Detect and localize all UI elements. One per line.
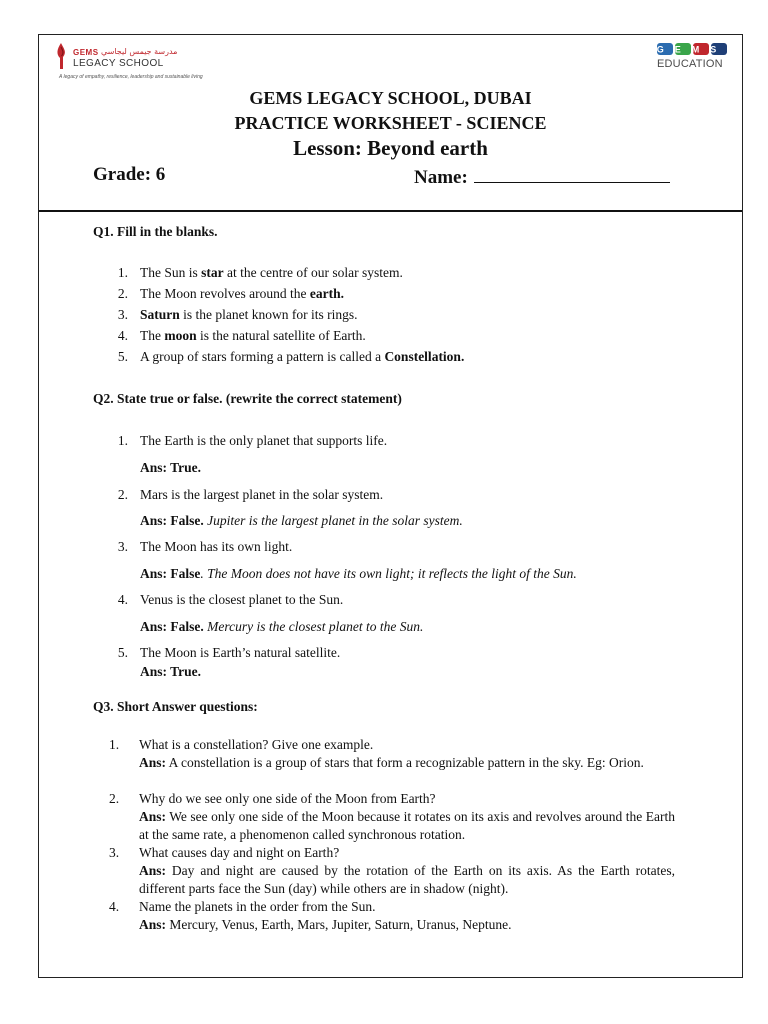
edu-logo-text: EDUCATION xyxy=(657,58,723,70)
logo-gems-text: GEMS xyxy=(73,48,99,57)
q3-item xyxy=(139,844,675,898)
gems-letters-icon xyxy=(657,43,729,55)
q2-answer-label: Ans: False. xyxy=(140,619,204,634)
q2-answer-label: Ans: False xyxy=(140,566,201,581)
q2-item-number: 2. xyxy=(117,487,128,502)
q2-correction: . The Moon does not have its own light; it reflects the light of the Sun. xyxy=(200,566,577,581)
q3-heading: Q3. Short Answer questions: xyxy=(93,699,258,714)
q1-answer: moon xyxy=(164,328,197,343)
q2-correction: Jupiter is the largest planet in the solar system. xyxy=(207,513,463,528)
q2-answer xyxy=(140,513,463,529)
q2-answer xyxy=(140,566,577,582)
q2-answer xyxy=(140,619,423,635)
q3-question: Why do we see only one side of the Moon from Earth? xyxy=(139,791,436,806)
q3-question: Name the planets in the order from the Sun. xyxy=(139,899,376,914)
q2-item-number: 4. xyxy=(117,592,128,607)
edu-logo-brand-letters: GEMS xyxy=(657,44,728,55)
name-field[interactable] xyxy=(414,164,670,189)
q2-item-number: 3. xyxy=(117,539,128,554)
gems-legacy-school-logo xyxy=(51,43,211,87)
grade-label: Grade: 6 xyxy=(93,164,166,185)
q1-item-text: The moon is the natural satellite of Earth. xyxy=(140,328,366,343)
q3-item xyxy=(139,790,675,844)
q1-item-text: A group of stars forming a pattern is called a Constellation. xyxy=(140,349,465,364)
q2-item-number: 1. xyxy=(117,433,128,448)
q1-answer: star xyxy=(201,265,224,280)
q2-statement: The Moon has its own light. xyxy=(140,539,293,554)
q1-item-text: Saturn is the planet known for its rings. xyxy=(140,307,358,322)
q1-item-number: 4. xyxy=(117,328,128,343)
q2-heading: Q2. State true or false. (rewrite the correct statement) xyxy=(93,391,402,406)
logo-tagline: A legacy of empathy, resilience, leadership and sustainable living xyxy=(59,74,203,80)
flame-icon xyxy=(55,43,67,69)
worksheet-page xyxy=(38,34,743,978)
worksheet-title: PRACTICE WORKSHEET - SCIENCE xyxy=(234,113,547,133)
q1-item-number: 5. xyxy=(117,349,128,364)
q3-answer: Ans: We see only one side of the Moon because it rotates on its axis and revolves around the Earth at the same rate, a phenomenon called synchronous rotation. xyxy=(139,809,675,842)
q2-statement: The Earth is the only planet that supports life. xyxy=(140,433,388,448)
q1-item-number: 1. xyxy=(117,265,128,280)
q3-item-number: 1. xyxy=(109,737,120,752)
q1-item-text: The Sun is star at the centre of our solar system. xyxy=(140,265,403,280)
q1-answer: Saturn xyxy=(140,307,180,322)
q3-answer: Ans: A constellation is a group of stars that form a recognizable pattern in the sky. Eg: Orion. xyxy=(139,755,644,770)
q1-item-number: 2. xyxy=(117,286,128,301)
name-label: Name: xyxy=(414,167,468,188)
q1-answer: earth. xyxy=(309,286,344,301)
q3-answer: Ans: Mercury, Venus, Earth, Mars, Jupiter, Saturn, Uranus, Neptune. xyxy=(139,917,512,932)
q1-heading: Q1. Fill in the blanks. xyxy=(93,224,218,239)
q3-item xyxy=(139,898,675,934)
q3-question: What is a constellation? Give one example. xyxy=(139,737,374,752)
q2-answer-label: Ans: True. xyxy=(140,460,202,475)
gems-education-logo xyxy=(657,41,731,73)
q1-item-number: 3. xyxy=(117,307,128,322)
q1-item-text: The Moon revolves around the earth. xyxy=(140,286,344,301)
q3-item-number: 3. xyxy=(109,845,120,860)
q2-answer xyxy=(140,664,201,680)
q2-correction: Mercury is the closest planet to the Sun. xyxy=(207,619,424,634)
q2-statement: Venus is the closest planet to the Sun. xyxy=(140,592,344,607)
q3-item-number: 2. xyxy=(109,791,120,806)
q3-answer: Ans: Day and night are caused by the rotation of the Earth on its axis. As the Earth rotates, different parts face the Sun (day) while others are in shadow (night). xyxy=(139,863,675,896)
logo-school-name: LEGACY SCHOOL xyxy=(73,58,164,69)
q2-item-number: 5. xyxy=(117,645,128,660)
school-title: GEMS LEGACY SCHOOL, DUBAI xyxy=(249,88,532,108)
q3-question: What causes day and night on Earth? xyxy=(139,845,340,860)
q2-statement: The Moon is Earth’s natural satellite. xyxy=(140,645,341,660)
name-blank-line[interactable] xyxy=(474,164,670,183)
q3-item-number: 4. xyxy=(109,899,120,914)
logo-arabic-text: مدرسة جيمس ليجاسي xyxy=(101,47,178,56)
q1-answer: Constellation. xyxy=(384,349,465,364)
worksheet-header xyxy=(39,35,742,212)
lesson-title: Lesson: Beyond earth xyxy=(293,136,488,160)
q2-answer xyxy=(140,460,201,476)
q2-answer-label: Ans: False. xyxy=(140,513,204,528)
q2-answer-label: Ans: True. xyxy=(140,664,202,679)
q2-statement: Mars is the largest planet in the solar system. xyxy=(140,487,384,502)
q3-item xyxy=(139,736,675,772)
